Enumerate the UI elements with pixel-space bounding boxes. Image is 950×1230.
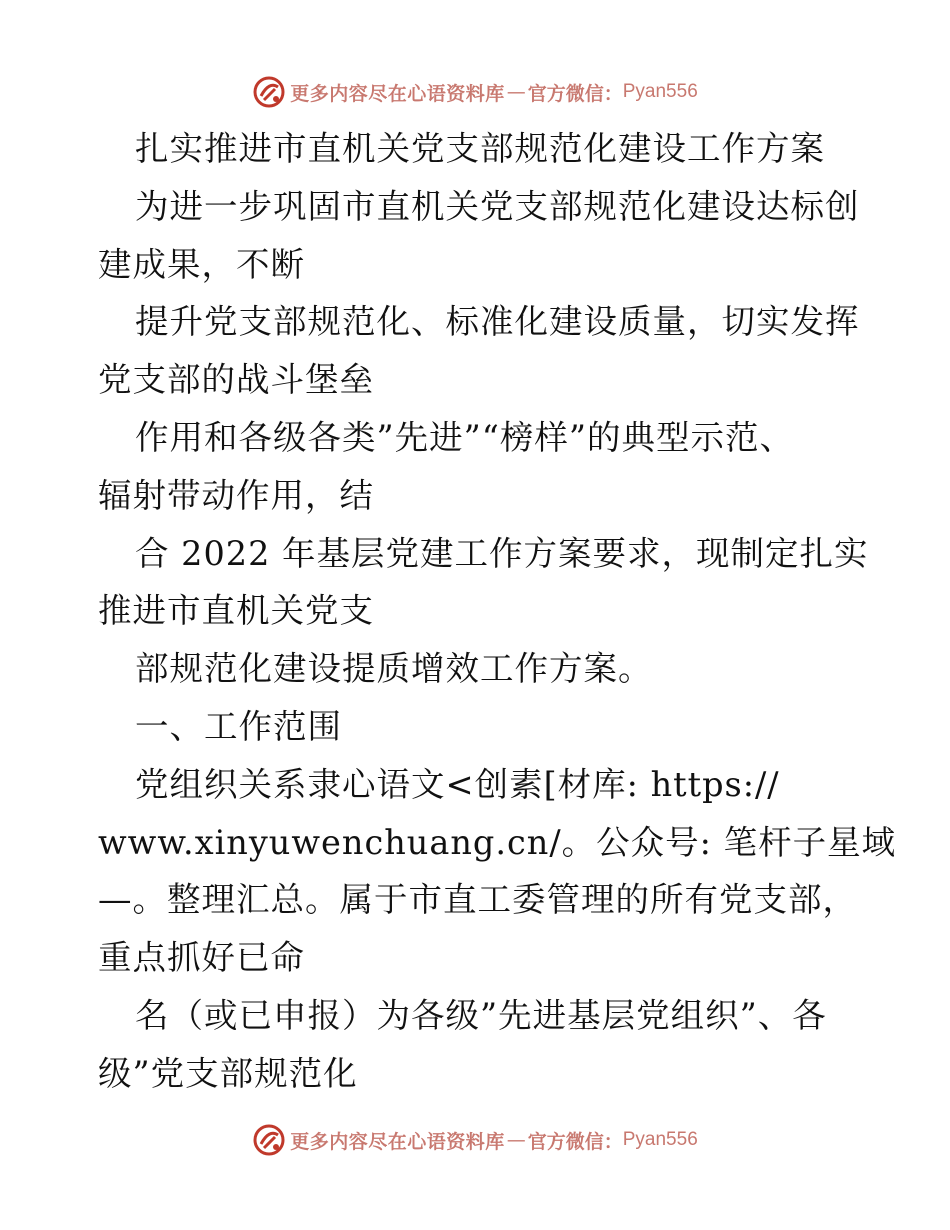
brand-logo-icon <box>252 1123 286 1157</box>
header-watermark-banner <box>0 72 950 112</box>
footer-watermark-banner <box>0 1120 950 1160</box>
section-heading: 一、工作范围 <box>135 706 342 746</box>
paragraph-line: 作用和各级各类”先进”“榜样”的典型示范、 <box>135 417 795 457</box>
paragraph-line: 提升党支部规范化、标准化建设质量，切实发挥 <box>135 302 860 342</box>
paragraph-line: 推进市直机关党支 <box>98 591 374 631</box>
brand-logo-icon <box>252 75 286 109</box>
header-wechat-label: 官方微信： <box>527 82 623 105</box>
footer-separator: — <box>506 1129 526 1151</box>
paragraph-line: 辐射带动作用，结 <box>98 475 374 515</box>
paragraph-line: 为进一步巩固市直机关党支部规范化建设达标创 <box>135 186 860 226</box>
paragraph-line: www.xinyuwenchuang.cn/。公众号: 笔杆子星域 <box>98 822 897 862</box>
header-brand-text: 更多内容尽在心语资料库 <box>290 82 505 105</box>
paragraph-line: 合 2022 年基层党建工作方案要求，现制定扎实 <box>135 533 869 573</box>
document-title: 扎实推进市直机关党支部规范化建设工作方案 <box>135 129 825 168</box>
paragraph-line: 党支部的战斗堡垒 <box>98 360 374 400</box>
footer-brand-text: 更多内容尽在心语资料库 <box>290 1130 505 1153</box>
paragraph-line: 名（或已申报）为各级”先进基层党组织”、各 <box>135 995 827 1035</box>
paragraph-line: —。整理汇总。属于市直工委管理的所有党支部， <box>98 880 857 920</box>
header-separator: — <box>506 81 526 103</box>
paragraph-line: 党组织关系隶心语文<创素[材库: https:// <box>135 764 780 804</box>
paragraph-line: 级”党支部规范化 <box>98 1053 358 1093</box>
paragraph-line: 部规范化建设提质增效工作方案。 <box>135 649 653 689</box>
document-body <box>98 120 897 1103</box>
footer-wechat-id: Pyan556 <box>622 1129 698 1150</box>
paragraph-line: 重点抓好已命 <box>98 938 305 978</box>
paragraph-line: 建成果，不断 <box>98 244 305 284</box>
footer-wechat-label: 官方微信： <box>527 1130 623 1153</box>
header-wechat-id: Pyan556 <box>622 81 698 102</box>
